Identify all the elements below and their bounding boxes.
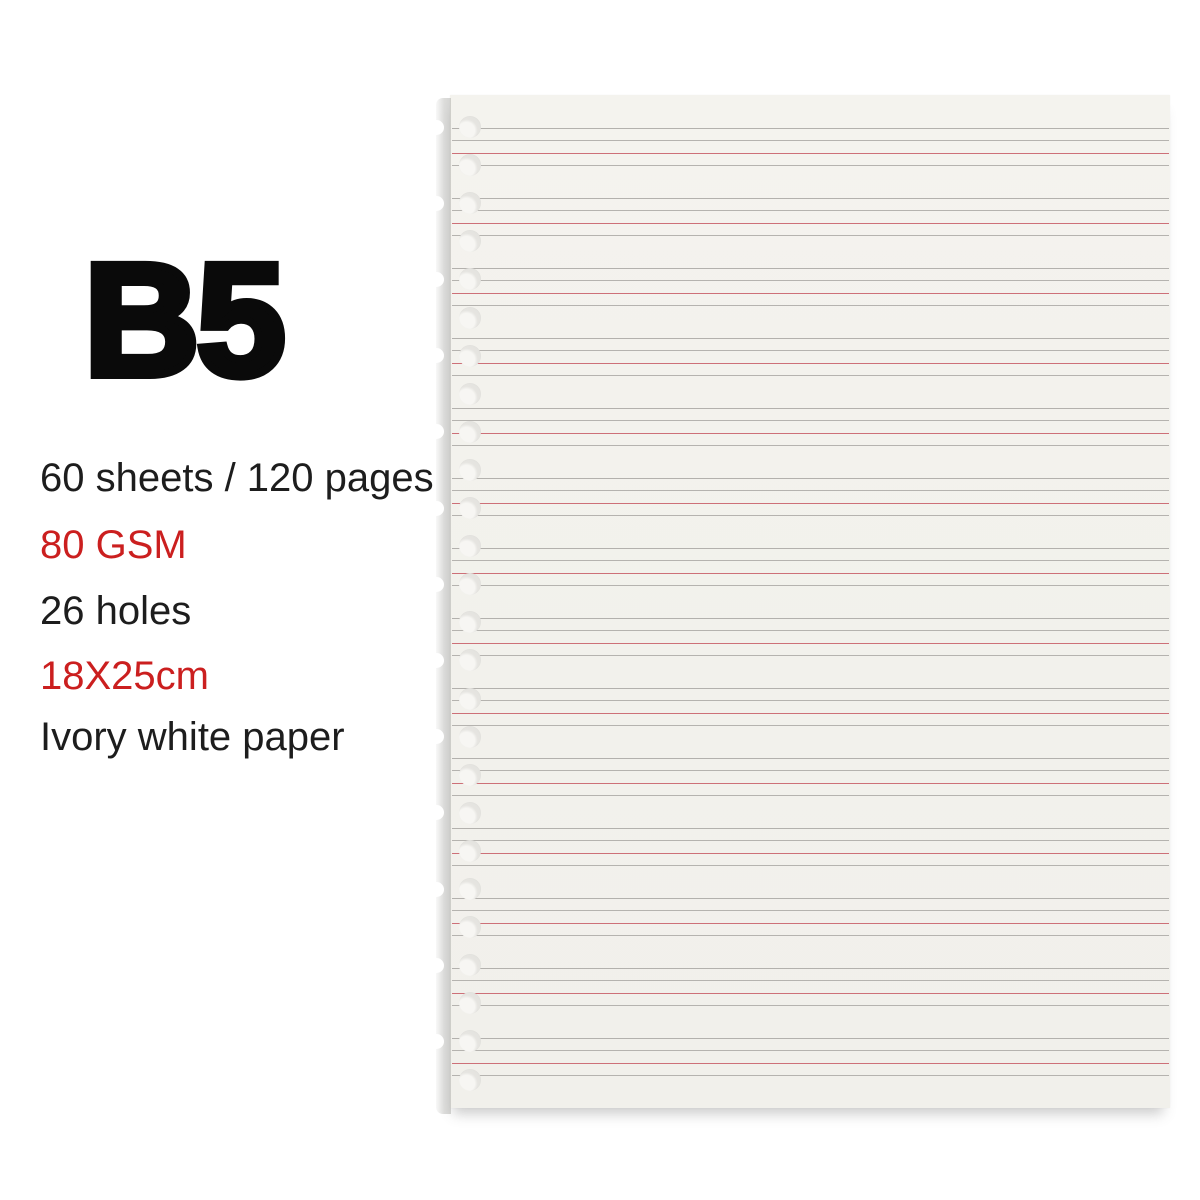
edge-notch	[429, 1034, 444, 1049]
edge-notch	[429, 196, 444, 211]
binder-hole	[459, 345, 481, 367]
edge-notch	[429, 653, 444, 668]
binder-hole	[459, 535, 481, 557]
edge-notch	[429, 501, 444, 516]
binder-hole	[459, 497, 481, 519]
binder-hole	[459, 802, 481, 824]
paper-ruling	[452, 128, 1169, 1107]
binder-hole	[459, 840, 481, 862]
edge-notch	[429, 348, 444, 363]
edge-notch	[429, 729, 444, 744]
binder-hole	[459, 383, 481, 405]
edge-notch	[429, 882, 444, 897]
spec-paper-color: Ivory white paper	[40, 715, 345, 759]
binder-hole	[459, 459, 481, 481]
size-label: B5	[84, 230, 283, 409]
binder-hole	[459, 421, 481, 443]
edge-notch	[429, 958, 444, 973]
spec-holes: 26 holes	[40, 589, 192, 633]
paper-sheet	[450, 95, 1170, 1108]
edge-notch	[429, 272, 444, 287]
binder-hole	[459, 764, 481, 786]
binder-hole	[459, 307, 481, 329]
binder-hole	[459, 154, 481, 176]
binder-hole	[459, 878, 481, 900]
spec-dimensions: 18X25cm	[40, 654, 209, 698]
binder-hole	[459, 1069, 481, 1091]
binder-hole	[459, 726, 481, 748]
spec-gsm: 80 GSM	[40, 523, 187, 567]
edge-notch	[429, 120, 444, 135]
binder-hole	[459, 916, 481, 938]
binder-hole	[459, 116, 481, 138]
edge-notch	[429, 577, 444, 592]
spec-sheets-pages: 60 sheets / 120 pages	[40, 456, 434, 500]
binder-hole	[459, 688, 481, 710]
